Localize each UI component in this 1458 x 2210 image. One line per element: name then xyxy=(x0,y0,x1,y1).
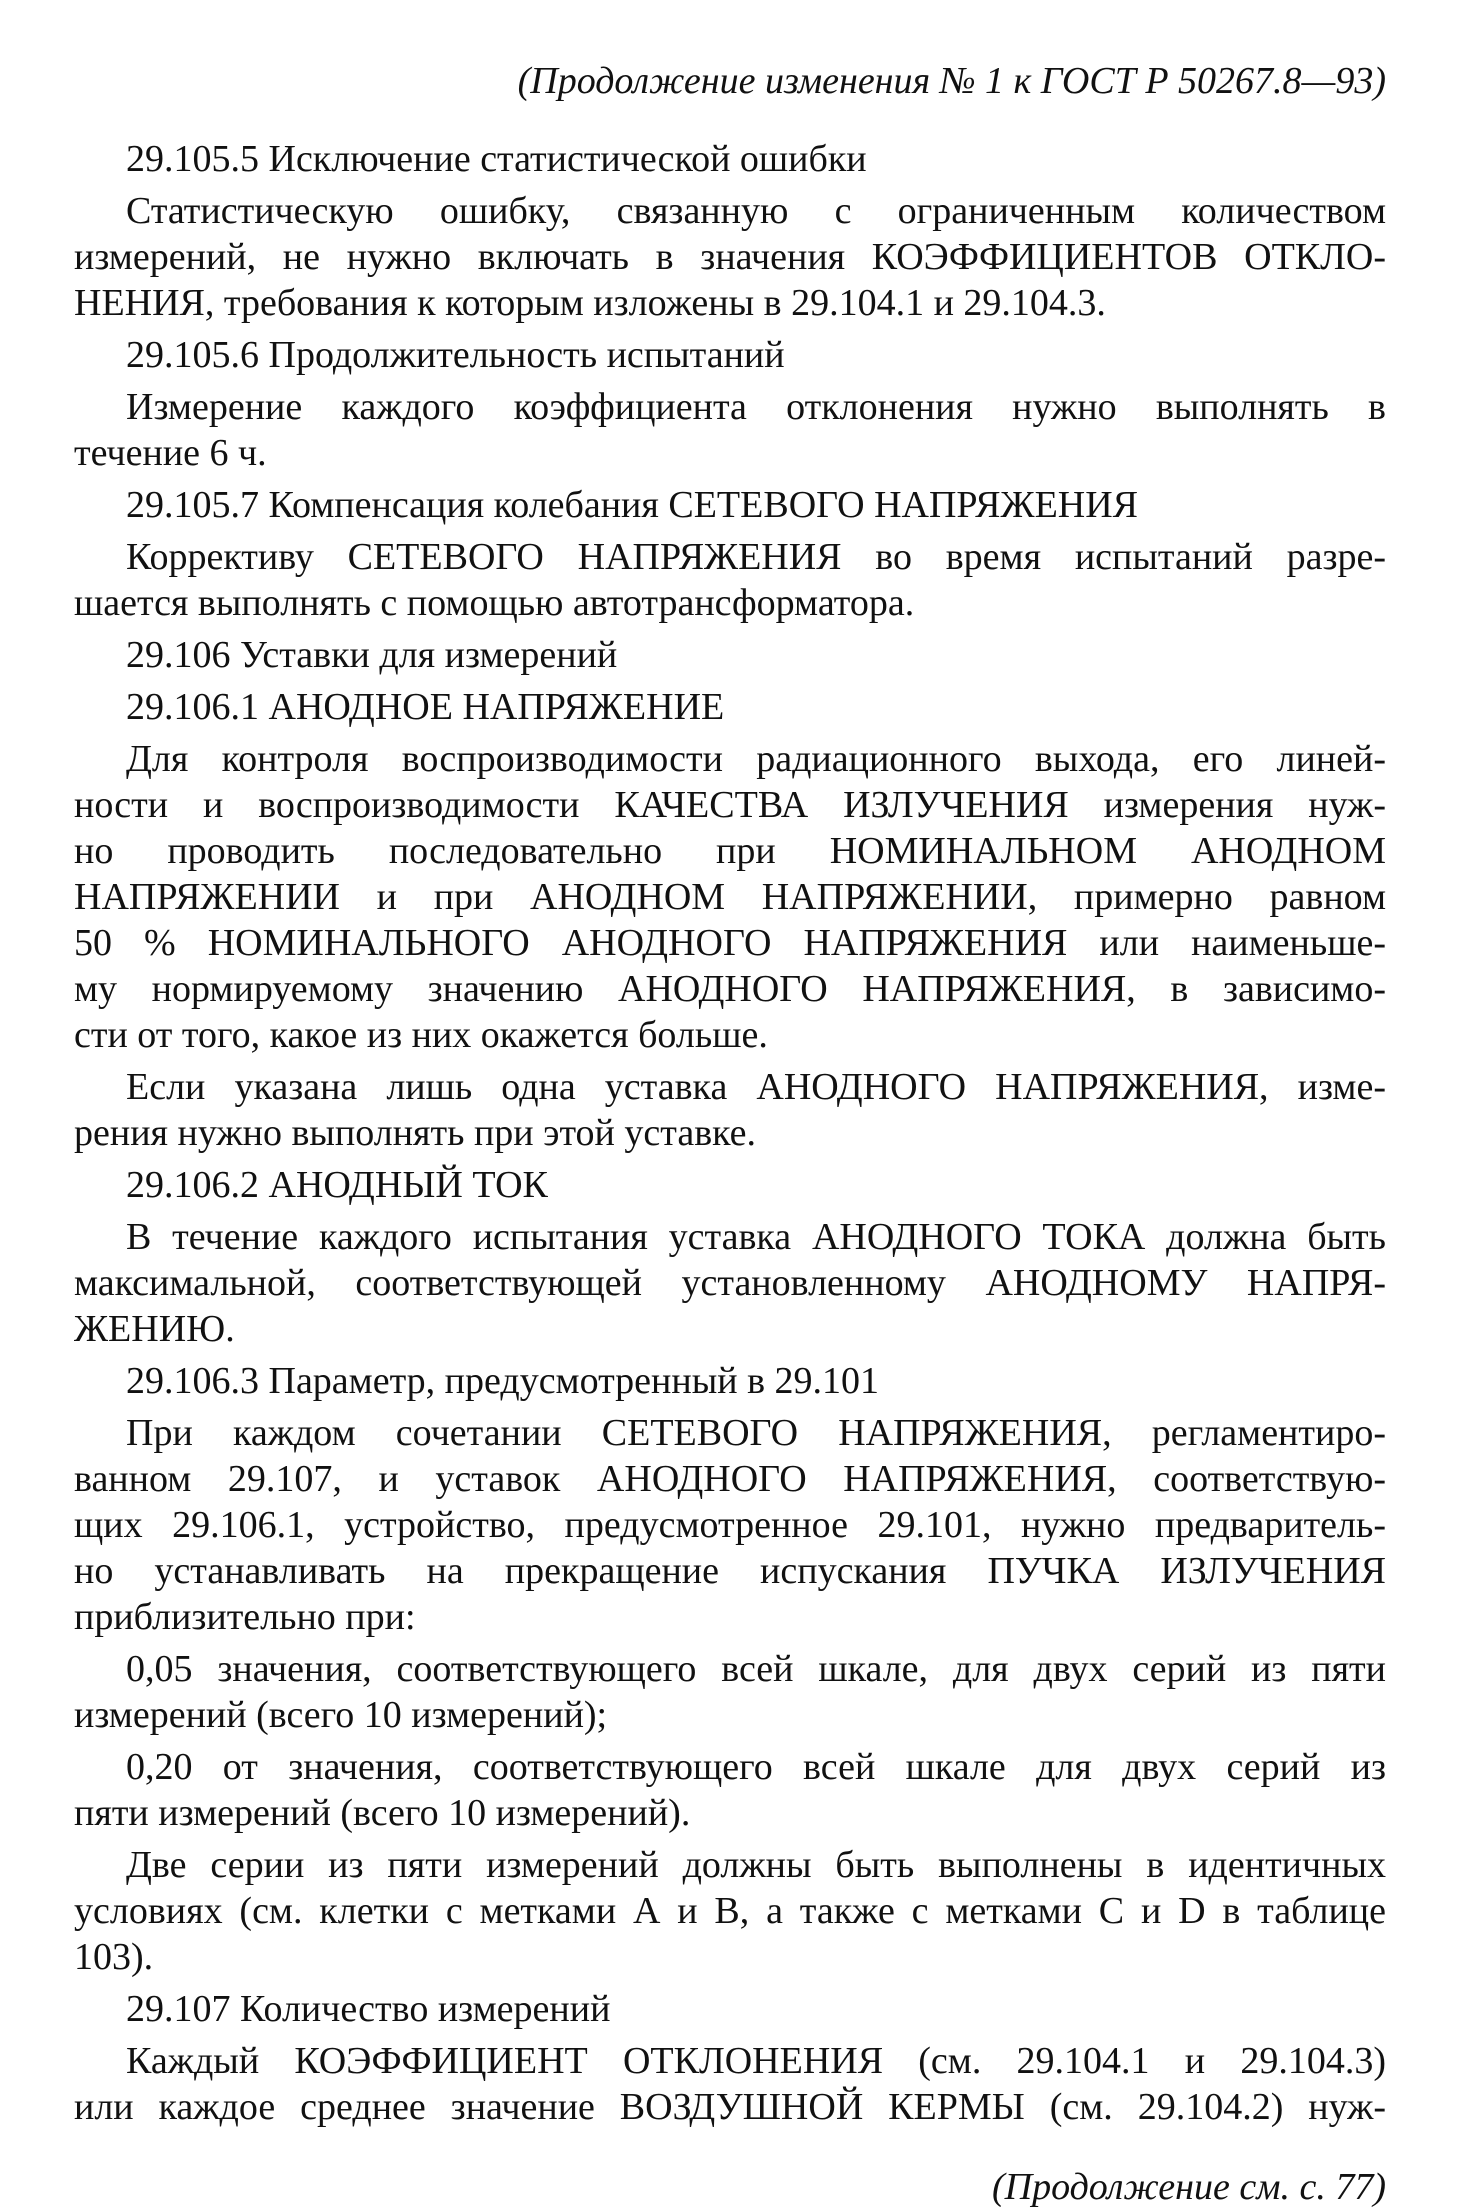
page-header: (Продолжение изменения № 1 к ГОСТ Р 50267.8—93) xyxy=(517,60,1386,102)
text-line: шается выполнять с помощью автотрансформатора. xyxy=(74,582,915,624)
text-line: НАПРЯЖЕНИИ и при АНОДНОМ НАПРЯЖЕНИИ, примерно равном xyxy=(74,876,1386,918)
text-line: 29.106.1 АНОДНОЕ НАПРЯЖЕНИЕ xyxy=(126,686,725,728)
text-line: 29.105.6 Продолжительность испытаний xyxy=(126,334,785,376)
document-page xyxy=(74,58,1386,2210)
text-line: Две серии из пяти измерений должны быть выполнены в идентичных xyxy=(126,1844,1386,1886)
text-line: или каждое среднее значение ВОЗДУШНОЙ КЕРМЫ (см. 29.104.2) нуж- xyxy=(74,2086,1386,2128)
text-line: максимальной, соответствующей установленному АНОДНОМУ НАПРЯ- xyxy=(74,1262,1386,1304)
text-line: ЖЕНИЮ. xyxy=(74,1308,235,1350)
text-line: но устанавливать на прекращение испускания ПУЧКА ИЗЛУЧЕНИЯ xyxy=(74,1550,1386,1592)
text-line: измерений, не нужно включать в значения КОЭФФИЦИЕНТОВ ОТКЛО- xyxy=(74,236,1386,278)
page-footer: (Продолжение см. с. 77) xyxy=(991,2166,1386,2208)
text-line: 29.106 Уставки для измерений xyxy=(126,634,618,676)
text-line: НЕНИЯ, требования к которым изложены в 29.104.1 и 29.104.3. xyxy=(74,282,1106,324)
paragraph xyxy=(74,1646,1386,1738)
paragraph xyxy=(74,684,1386,730)
text-line: 103). xyxy=(74,1936,154,1978)
text-line: условиях (см. клетки с метками А и В, а также с метками С и D в таблице xyxy=(74,1890,1386,1932)
document-body xyxy=(74,136,1386,2130)
paragraph xyxy=(74,2038,1386,2130)
paragraph xyxy=(74,1842,1386,1980)
text-line: При каждом сочетании СЕТЕВОГО НАПРЯЖЕНИЯ, регламентиро- xyxy=(126,1412,1386,1454)
text-line: пяти измерений (всего 10 измерений). xyxy=(74,1792,691,1834)
text-line: рения нужно выполнять при этой уставке. xyxy=(74,1112,757,1154)
text-line: 29.105.5 Исключение статистической ошибки xyxy=(126,138,867,180)
text-line: му нормируемому значению АНОДНОГО НАПРЯЖЕНИЯ, в зависимо- xyxy=(74,968,1386,1010)
paragraph xyxy=(74,1744,1386,1836)
text-line: щих 29.106.1, устройство, предусмотренное 29.101, нужно предваритель- xyxy=(74,1504,1386,1546)
text-line: ности и воспроизводимости КАЧЕСТВА ИЗЛУЧЕНИЯ измерения нуж- xyxy=(74,784,1386,826)
text-line: Для контроля воспроизводимости радиационного выхода, его линей- xyxy=(126,738,1386,780)
text-line: измерений (всего 10 измерений); xyxy=(74,1694,608,1736)
paragraph xyxy=(74,1214,1386,1352)
text-line: 50 % НОМИНАЛЬНОГО АНОДНОГО НАПРЯЖЕНИЯ или наименьше- xyxy=(74,922,1386,964)
paragraph xyxy=(74,534,1386,626)
text-line: ванном 29.107, и уставок АНОДНОГО НАПРЯЖЕНИЯ, соответствую- xyxy=(74,1458,1386,1500)
text-line: но проводить последовательно при НОМИНАЛЬНОМ АНОДНОМ xyxy=(74,830,1386,872)
paragraph xyxy=(74,736,1386,1058)
text-line: приблизительно при: xyxy=(74,1596,416,1638)
paragraph xyxy=(74,632,1386,678)
text-line: 0,20 от значения, соответствующего всей шкале для двух серий из xyxy=(126,1746,1386,1788)
text-line: 29.107 Количество измерений xyxy=(126,1988,611,2030)
text-line: 29.106.2 АНОДНЫЙ ТОК xyxy=(126,1164,548,1206)
paragraph xyxy=(74,1410,1386,1640)
text-line: 0,05 значения, соответствующего всей шкале, для двух серий из пяти xyxy=(126,1648,1386,1690)
text-line: Измерение каждого коэффициента отклонения нужно выполнять в xyxy=(126,386,1386,428)
paragraph xyxy=(74,482,1386,528)
paragraph xyxy=(74,188,1386,326)
paragraph xyxy=(74,1986,1386,2032)
paragraph xyxy=(74,384,1386,476)
text-line: Статистическую ошибку, связанную с ограниченным количеством xyxy=(126,190,1386,232)
paragraph xyxy=(74,1064,1386,1156)
text-line: течение 6 ч. xyxy=(74,432,267,474)
text-line: Каждый КОЭФФИЦИЕНТ ОТКЛОНЕНИЯ (см. 29.104.1 и 29.104.3) xyxy=(126,2040,1386,2082)
text-line: 29.105.7 Компенсация колебания СЕТЕВОГО НАПРЯЖЕНИЯ xyxy=(126,484,1139,526)
text-line: Коррективу СЕТЕВОГО НАПРЯЖЕНИЯ во время испытаний разре- xyxy=(126,536,1386,578)
text-line: 29.106.3 Параметр, предусмотренный в 29.101 xyxy=(126,1360,880,1402)
paragraph xyxy=(74,1358,1386,1404)
paragraph xyxy=(74,332,1386,378)
paragraph xyxy=(74,136,1386,182)
text-line: сти от того, какое из них окажется больше. xyxy=(74,1014,768,1056)
text-line: Если указана лишь одна уставка АНОДНОГО НАПРЯЖЕНИЯ, изме- xyxy=(126,1066,1386,1108)
paragraph xyxy=(74,1162,1386,1208)
text-line: В течение каждого испытания уставка АНОДНОГО ТОКА должна быть xyxy=(126,1216,1386,1258)
